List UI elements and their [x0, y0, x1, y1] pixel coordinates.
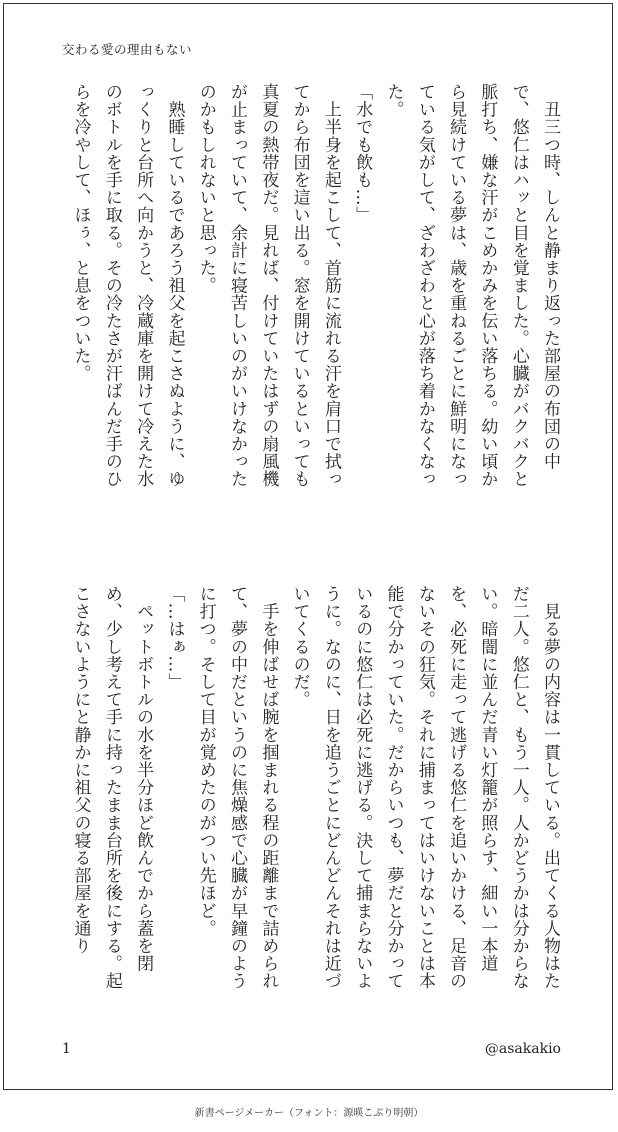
paragraph: 手を伸ばせば腕を掴まれる程の距離まで詰められて、夢の中だというのに焦燥感で心臓が早鐘のように打つ。そして目が覚めたのがつい先ほど。: [195, 585, 279, 990]
dialogue-line: 「水でも飲も…」: [352, 83, 373, 224]
footer-credit: 新書ページメーカー（フォント：源暎こぶり明朝）: [194, 1108, 424, 1119]
paragraph: ペットボトルの水を半分ほど飲んでから蓋を閉め、少し考えて手に持ったまま台所を後にする。起こさないようにと静かに祖父の寝る部屋を通り: [70, 585, 154, 990]
lower-text-block: [55, 585, 565, 1005]
page-frame: [3, 3, 613, 1090]
paragraph: 上半身を起こして、首筋に流れる汗を肩口で拭ってから布団を這い出る。窓を開けているといっても真夏の熱帯夜だ。見れば、付けていたはずの扇風機が止まっていて、余計に寝苦しいのがいけなかったのかもしれないと思った。: [195, 83, 341, 488]
dialogue-line: 「…はぁ…」: [164, 585, 185, 691]
paragraph: 熟睡しているであろう祖父を起こさぬように、ゆっくりと台所へ向かうと、冷蔵庫を開けて冷えた水のボトルを手に取る。その冷たさが汗ばんだ手のひらを冷やして、ほぅ、と息をついた。: [70, 83, 185, 488]
paragraph: 見る夢の内容は一貫している。出てくる人物はただ二人。悠仁と、もう一人。人かどうかは分からない。暗闇に並んだ青い灯籠が照らす、細い一本道を、必死に走って逃げる悠仁を追いかける、足音のないその狂気。それに捕まってはいけないことは本能で分かっていた。だからいつも、夢だと分かっているのに悠仁は必死に逃げる。決して捕まらないように。なのに、日を追うごとにどんどんそれは近づいてくるのだ。: [289, 585, 560, 990]
page-number: 1: [62, 1041, 71, 1057]
author-handle: @asakakio: [484, 1041, 561, 1057]
upper-text-block: [55, 83, 565, 503]
paragraph: 丑三つ時、しんと静まり返った部屋の布団の中で、悠仁はハッと目を覚ました。心臓がバクバクと脈打ち、嫌な汗がこめかみを伝い落ちる。幼い頃から見続けている夢は、歳を重ねるごとに鮮明になっている気がして、ざわざわと心が落ち着かなくなった。: [383, 83, 560, 488]
running-title: 交わる愛の理由もない: [62, 42, 193, 57]
